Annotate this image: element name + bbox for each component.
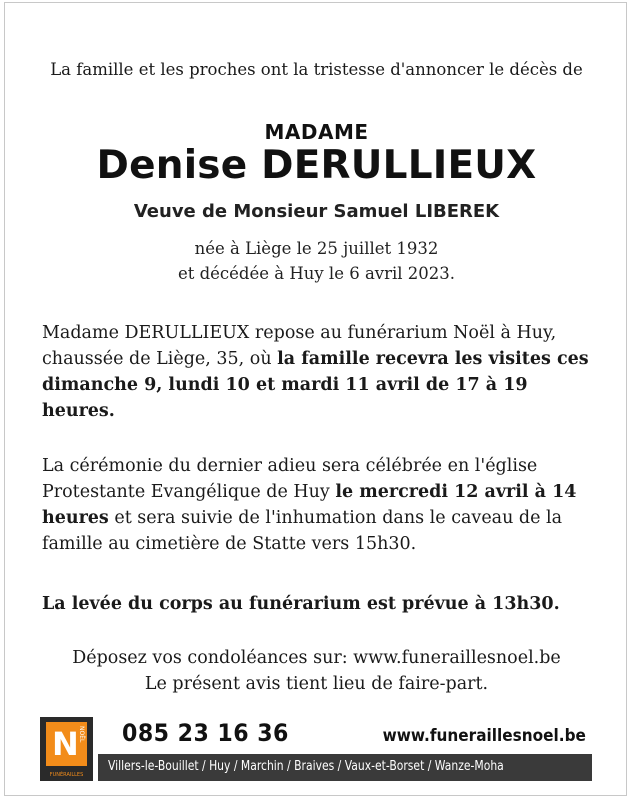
intro-text: La famille et les proches ont la tristesse d'annoncer le décès de <box>50 60 583 79</box>
banner-top <box>98 717 592 753</box>
faire-part-line: Le présent avis tient lieu de faire-part. <box>144 674 489 694</box>
honorific-title: MADAME <box>264 120 369 144</box>
departure-paragraph: La levée du corps au funérarium est prévue à 13h30. <box>42 594 560 614</box>
deceased-name: Denise DERULLIEUX <box>96 143 537 188</box>
website-link[interactable]: www.funeraillesnoel.be <box>382 726 586 746</box>
logo-caption: FUNÉRAILLES <box>49 772 84 778</box>
funeral-home-banner <box>40 717 592 781</box>
ceremony-date: le mercredi 12 avril à 14 heures <box>42 482 577 528</box>
ceremony-paragraph <box>42 453 602 557</box>
ceremony-text-start: La cérémonie du dernier adieu sera célébrée en l'église Protestante Evangélique de Huy <box>42 456 538 502</box>
visitation-text: Madame DERULLIEUX repose au funérarium Noël à Huy, chaussée de Liège, 35, où <box>42 323 557 369</box>
widow-line: Veuve de Monsieur Samuel LIBEREK <box>133 201 500 222</box>
condolences-line: Déposez vos condoléances sur: www.funeraillesnoel.be <box>72 648 561 668</box>
birth-line: née à Liège le 25 juillet 1932 <box>194 239 439 258</box>
visitation-hours: la famille recevra les visites ces dimanche 9, lundi 10 et mardi 11 avril de 17 à 19 heures. <box>42 349 589 421</box>
logo-mark <box>46 722 87 766</box>
banner-bottom <box>98 754 592 781</box>
logo-letter: N <box>52 725 79 763</box>
logo-side-text: NOËL <box>78 726 85 743</box>
visitation-paragraph <box>42 320 602 424</box>
phone-number[interactable]: 085 23 16 36 <box>122 719 289 747</box>
condolences-block <box>0 645 633 697</box>
locations-list: Villers-le-Bouillet / Huy / Marchin / Braives / Vaux-et-Borset / Wanze-Moha <box>108 759 504 774</box>
ceremony-text-end: et sera suivie de l'inhumation dans le caveau de la famille au cimetière de Statte vers 15h30. <box>42 508 563 554</box>
funeral-home-logo <box>40 717 93 781</box>
dates-block <box>0 236 633 286</box>
death-line: et décédée à Huy le 6 avril 2023. <box>177 264 456 283</box>
